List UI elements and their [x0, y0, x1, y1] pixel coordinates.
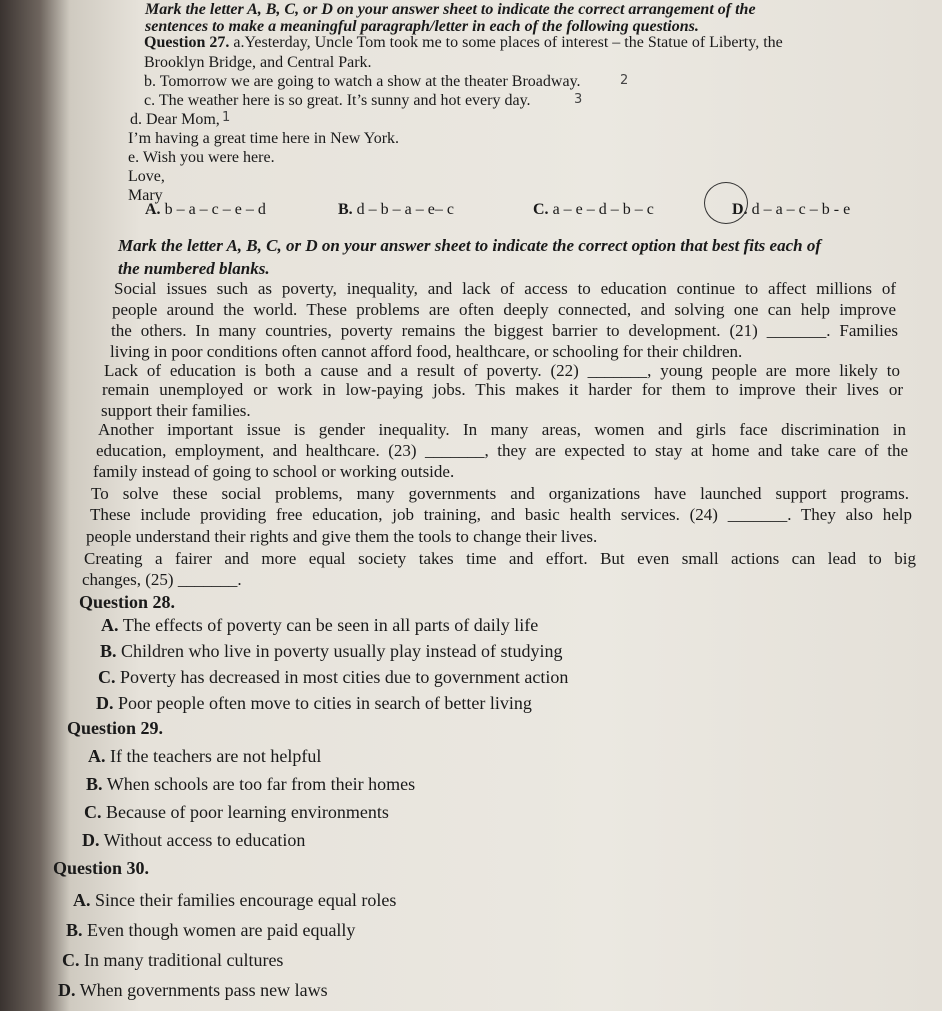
q27-sentence-e-mary: Mary — [128, 187, 163, 204]
passage-line-6: remain unemployed or work in low-paying jobs. This makes it harder for them to improve their lives or — [102, 380, 903, 399]
q28-option-c[interactable]: C. Poverty has decreased in most cities due to government action — [98, 667, 569, 687]
q30-option-d[interactable]: D. When governments pass new laws — [58, 980, 328, 1000]
q29-option-d[interactable]: D. Without access to education — [82, 830, 306, 850]
q30-label: Question 30. — [53, 858, 150, 878]
handwritten-mark-b: 2 — [620, 73, 629, 88]
q28-label: Question 28. — [79, 592, 176, 612]
q28-option-b[interactable]: B. Children who live in poverty usually play instead of studying — [100, 641, 563, 661]
instruction2-line-1: Mark the letter A, B, C, or D on your answer sheet to indicate the correct option that best fits each of — [118, 236, 822, 255]
passage-line-3: the others. In many countries, poverty remains the biggest barrier to development. (21) _______. Families — [111, 321, 898, 340]
passage-line-4: living in poor conditions often cannot afford food, healthcare, or schooling for their children. — [110, 342, 743, 361]
passage-line-13: people understand their rights and give them the tools to change their lives. — [86, 527, 598, 546]
answer-circle-mark — [704, 182, 748, 224]
q27-label: Question 27. — [144, 34, 230, 51]
handwritten-mark-d: 1 — [222, 110, 231, 125]
q27-sentence-d: d. Dear Mom, — [130, 111, 220, 128]
q27-option-d[interactable]: D. d – a – c – b - e — [732, 201, 851, 218]
passage-line-7: support their families. — [101, 401, 251, 420]
q27-sentence-c: c. The weather here is so great. It’s sunny and hot every day. — [144, 92, 531, 109]
q27-sentence-a-cont: Brooklyn Bridge, and Central Park. — [144, 54, 372, 71]
passage-line-2: people around the world. These problems are often deeply connected, and solving one can help improve — [112, 300, 896, 319]
passage-line-11: To solve these social problems, many governments and organizations have launched support programs. — [91, 484, 909, 503]
q30-option-c[interactable]: C. In many traditional cultures — [62, 950, 284, 970]
q27-sentence-d-cont: I’m having a great time here in New York. — [128, 130, 400, 147]
passage-line-1: Social issues such as poverty, inequality, and lack of access to education continue to affect millions of — [114, 279, 896, 298]
q27-sentence-b: b. Tomorrow we are going to watch a show at the theater Broadway. — [144, 73, 581, 90]
handwritten-mark-c: 3 — [574, 92, 583, 107]
q29-label: Question 29. — [67, 718, 164, 738]
q29-option-a[interactable]: A. If the teachers are not helpful — [88, 746, 322, 766]
passage-line-5: Lack of education is both a cause and a result of poverty. (22) _______, young people are more likely to — [104, 361, 900, 380]
q27-option-b[interactable]: B. d – b – a – e– c — [338, 201, 454, 218]
q29-option-b[interactable]: B. When schools are too far from their homes — [86, 774, 416, 794]
q27-sentence-e: e. Wish you were here. — [128, 149, 275, 166]
instruction-line-2: sentences to make a meaningful paragraph/letter in each of the following questions. — [145, 18, 699, 35]
q30-option-b[interactable]: B. Even though women are paid equally — [66, 920, 356, 940]
q27-option-c[interactable]: C. a – e – d – b – c — [533, 201, 654, 218]
instruction-line-1: Mark the letter A, B, C, or D on your answer sheet to indicate the correct arrangement of the — [145, 1, 756, 18]
passage-line-12: These include providing free education, job training, and basic health services. (24) _______. They also help — [90, 505, 912, 524]
passage-line-9: education, employment, and healthcare. (23) _______, they are expected to stay at home and take care of the — [96, 441, 908, 460]
q27-sentence-e-love: Love, — [128, 168, 165, 185]
q28-option-d[interactable]: D. Poor people often move to cities in search of better living — [96, 693, 532, 713]
passage-line-15: changes, (25) _______. — [82, 570, 242, 589]
q28-option-a[interactable]: A. The effects of poverty can be seen in all parts of daily life — [101, 615, 539, 635]
passage-line-10: family instead of going to school or working outside. — [93, 462, 455, 481]
passage-line-8: Another important issue is gender inequality. In many areas, women and girls face discrimination in — [98, 420, 906, 439]
q27-sentence-a: Question 27. a.Yesterday, Uncle Tom took me to some places of interest – the Statue of Liberty, the — [144, 34, 783, 51]
passage-line-14: Creating a fairer and more equal society takes time and effort. But even small actions can lead to big — [84, 549, 916, 568]
q30-option-a[interactable]: A. Since their families encourage equal roles — [73, 890, 397, 910]
q27-option-a[interactable]: A. b – a – c – e – d — [145, 201, 266, 218]
instruction2-line-2: the numbered blanks. — [118, 259, 270, 278]
q29-option-c[interactable]: C. Because of poor learning environments — [84, 802, 389, 822]
